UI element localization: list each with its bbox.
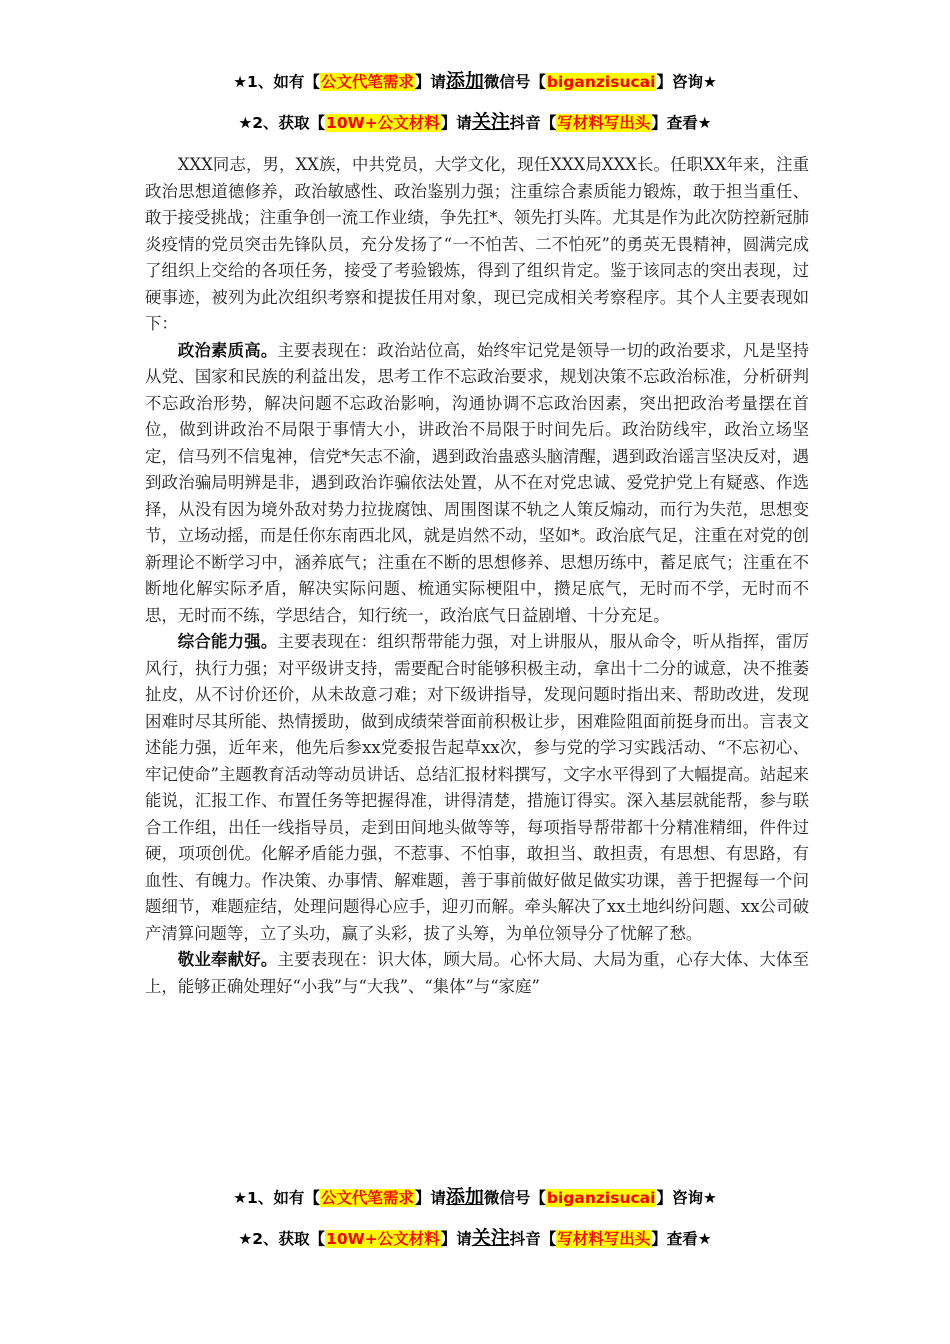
footer-1-prefix: ★1、如有【 [233, 1189, 320, 1207]
banner-1-emphasis: 添加 [445, 70, 484, 92]
footer-1-suffix: 】咨询★ [656, 1189, 717, 1207]
footer-2-suffix: 】查看★ [651, 1230, 712, 1248]
footer-banner-line-1 [0, 1186, 950, 1209]
footer-1-emphasis: 添加 [445, 1186, 484, 1208]
banner-2-suffix: 】查看★ [651, 114, 712, 132]
document-body [145, 152, 809, 1000]
intro-paragraph: XXX同志，男，XX族，中共党员，大学文化，现任XXX局XXX长。任职XX年来，注重政治思想道德修养，政治敏感性、政治鉴别力强；注重综合素质能力锻炼，敢于担当重任、敢于接受挑战；注重争创一流工作业绩，争先扛*、领先打头阵。尤其是作为此次防控新冠肺炎疫情的党员突击先锋队员，充分发扬了“一不怕苦、二不怕死”的勇英无畏精神，圆满完成了组织上交给的各项任务，接受了考验锻炼，得到了组织肯定。鉴于该同志的突出表现，过硬事迹，被列为此次组织考察和提拔任用对象，现已完成相关考察程序。其个人主要表现如下： [145, 155, 809, 333]
banner-2-prefix: ★2、获取【 [238, 114, 326, 132]
footer-2-highlight-douyin: 写材料写出头 [557, 1230, 651, 1248]
banner-2-mid: 】请 [440, 114, 472, 132]
footer-1-mid: 】请 [414, 1189, 446, 1207]
banner-1-suffix: 】咨询★ [656, 73, 717, 91]
footer-2-emphasis: 关注 [471, 1227, 510, 1249]
banner-1-highlight-service: 公文代笔需求 [320, 73, 414, 91]
footer-2-mid: 】请 [440, 1230, 472, 1248]
banner-1-mid2: 微信号【 [483, 73, 546, 91]
section-ability [145, 629, 809, 947]
banner-1-mid: 】请 [414, 73, 446, 91]
footer-2-prefix: ★2、获取【 [238, 1230, 326, 1248]
footer-1-highlight-wechat: biganzisucai [546, 1189, 656, 1207]
section-heading: 政治素质高。 [177, 340, 278, 360]
section-text: 主要表现在：政治站位高，始终牢记党是领导一切的政治要求，凡是坚持从党、国家和民族的利益出发，思考工作不忘政治要求，规划决策不忘政治标准，分析研判不忘政治形势，解决问题不忘政治影响，沟通协调不忘政治因素，突出把政治考量摆在首位，做到讲政治不局限于事情大小，讲政治不局限于时间先后。政治防线牢，政治立场坚定，信马列不信鬼神，信党*矢志不渝，遇到政治蛊惑头脑清醒，遇到政治谣言坚决反对，遇到政治骗局明辨是非，遇到政治诈骗依法处置，从不在对党忠诚、爱党护党上有疑惑、作选择，从没有因为境外敌对势力拉拢腐蚀、周围图谋不轨之人策反煽动，而行为失范，思想变节，立场动摇，而是任你东南西北风，就是岿然不动，坚如*。政治底气足，注重在对党的创新理论不断学习中，涵养底气；注重在不断的思想修养、思想历练中，蓄足底气；注重在不断地化解实际矛盾，解决实际问题、梳通实际梗阻中，攒足底气，无时而不学，无时而不思，无时而不练，学思结合，知行统一，政治底气日益剧增、十分充足。 [145, 340, 810, 625]
section-dedication [145, 947, 809, 1000]
footer-banner-line-2 [0, 1227, 950, 1250]
footer-2-mid2: 抖音【 [509, 1230, 557, 1248]
section-text: 主要表现在：组织帮带能力强，对上讲服从，服从命令，听从指挥，雷厉风行，执行力强；对平级讲支持，需要配合时能够积极主动，拿出十二分的诚意，决不推萎扯皮，从不讨价还价，从未故意刁难；对下级讲指导，发现问题时指出来、帮助改进，发现困难时尽其所能、热情援助，做到成绩荣誉面前积极让步，困难险阻面前挺身而出。言表文述能力强，近年来，他先后参xx党委报告起草xx次，参与党的学习实践活动、“不忘初心、牢记使命”主题教育活动等动员讲话、总结汇报材料撰写，文字水平得到了大幅提高。站起来能说，汇报工作、布置任务等把握得准，讲得清楚，措施订得实。深入基层就能帮，参与联合工作组，出任一线指导员，走到田间地头做等等，每项指导帮带都十分精准精细，件件过硬，项项创优。化解矛盾能力强，不惹事、不怕事，敢担当、敢担责，有思想、有思路，有血性、有魄力。作决策、办事情、解难题，善于事前做好做足做实功课，善于把握每一个问题细节，难题症结，处理问题得心应手，迎刃而解。牵头解决了xx土地纠纷问题、xx公司破产清算问题等，立了头功，赢了头彩，拔了头筹，为单位领导分了忧解了愁。 [145, 632, 810, 943]
banner-line-2 [0, 111, 950, 134]
banner-2-emphasis: 关注 [471, 111, 510, 133]
banner-1-highlight-wechat: biganzisucai [546, 73, 656, 91]
footer-1-highlight-service: 公文代笔需求 [320, 1189, 414, 1207]
section-political [145, 338, 809, 630]
footer-2-highlight-materials: 10W+公文材料 [326, 1230, 440, 1248]
banner-2-highlight-materials: 10W+公文材料 [326, 114, 440, 132]
section-heading: 敬业奉献好。 [177, 950, 278, 969]
section-text: 主要表现在：识大体，顾大局。心怀大局、大局为重，心存大体、大体至上，能够正确处理好“小我”与“大我”、“集体”与“家庭” [145, 950, 810, 996]
banner-2-highlight-douyin: 写材料写出头 [557, 114, 651, 132]
banner-1-prefix: ★1、如有【 [233, 73, 320, 91]
footer-1-mid2: 微信号【 [483, 1189, 546, 1207]
banner-line-1 [0, 70, 950, 93]
banner-2-mid2: 抖音【 [509, 114, 557, 132]
section-heading: 综合能力强。 [177, 632, 278, 651]
